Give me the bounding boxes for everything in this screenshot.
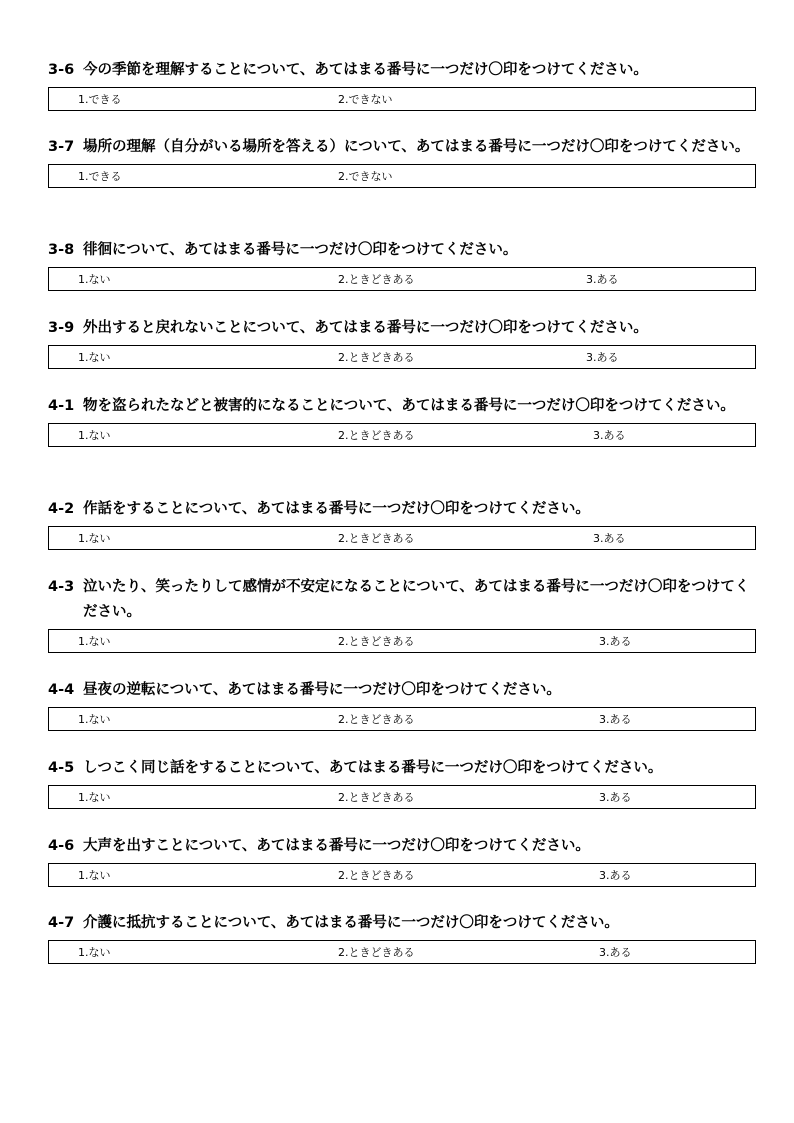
option-1[interactable]: 1.ない: [78, 869, 111, 882]
option-1[interactable]: 1.ない: [78, 713, 111, 726]
question-body: 徘徊について、あてはまる番号に一つだけ〇印をつけてください。: [83, 242, 518, 258]
option-1[interactable]: 1.ない: [78, 946, 111, 959]
question-text: [48, 497, 756, 522]
option-1[interactable]: 1.ない: [78, 532, 111, 545]
question-4-3: [48, 575, 756, 653]
option-3[interactable]: 3.ある: [599, 635, 632, 648]
question-4-6: [48, 834, 756, 887]
option-2[interactable]: 2.ときどきある: [338, 713, 415, 726]
question-4-2: [48, 497, 756, 550]
question-number: 3-7: [48, 139, 75, 155]
question-body: 今の季節を理解することについて、あてはまる番号に一つだけ〇印をつけてください。: [83, 62, 648, 78]
question-number: 3-8: [48, 242, 75, 258]
question-text: [48, 834, 756, 859]
option-3[interactable]: 3.ある: [593, 532, 626, 545]
question-number: 4-7: [48, 915, 75, 931]
question-number: 4-2: [48, 501, 75, 517]
option-2[interactable]: 2.できない: [338, 170, 393, 183]
question-text: [48, 911, 756, 936]
option-3[interactable]: 3.ある: [593, 429, 626, 442]
question-4-7: [48, 911, 756, 964]
option-2[interactable]: 2.ときどきある: [338, 351, 415, 364]
answer-box: [48, 345, 756, 369]
option-1[interactable]: 1.ない: [78, 273, 111, 286]
question-text: [48, 135, 756, 160]
answer-box: [48, 267, 756, 291]
option-1[interactable]: 1.ない: [78, 791, 111, 804]
answer-box: [48, 164, 756, 188]
question-body: 昼夜の逆転について、あてはまる番号に一つだけ〇印をつけてください。: [83, 682, 561, 698]
option-3[interactable]: 3.ある: [599, 946, 632, 959]
question-3-8: [48, 238, 756, 291]
option-3[interactable]: 3.ある: [586, 351, 619, 364]
question-text: [48, 238, 756, 263]
question-number: 4-3: [48, 579, 75, 595]
option-3[interactable]: 3.ある: [586, 273, 619, 286]
answer-box: [48, 526, 756, 550]
question-body: 作話をすることについて、あてはまる番号に一つだけ〇印をつけてください。: [83, 501, 590, 517]
question-3-9: [48, 316, 756, 369]
question-body: しつこく同じ話をすることについて、あてはまる番号に一つだけ〇印をつけてください。: [83, 760, 663, 776]
question-body: 外出すると戻れないことについて、あてはまる番号に一つだけ〇印をつけてください。: [83, 320, 648, 336]
option-1[interactable]: 1.できる: [78, 170, 122, 183]
option-2[interactable]: 2.ときどきある: [338, 532, 415, 545]
question-4-1: [48, 394, 756, 447]
option-1[interactable]: 1.ない: [78, 635, 111, 648]
question-number: 3-9: [48, 320, 75, 336]
answer-box: [48, 629, 756, 653]
question-number: 4-4: [48, 682, 75, 698]
answer-box: [48, 707, 756, 731]
option-3[interactable]: 3.ある: [599, 713, 632, 726]
option-1[interactable]: 1.できる: [78, 93, 122, 106]
question-number: 4-5: [48, 760, 75, 776]
answer-box: [48, 423, 756, 447]
option-1[interactable]: 1.ない: [78, 429, 111, 442]
answer-box: [48, 940, 756, 964]
answer-box: [48, 863, 756, 887]
question-text: [48, 316, 756, 341]
option-3[interactable]: 3.ある: [599, 791, 632, 804]
question-body: 介護に抵抗することについて、あてはまる番号に一つだけ〇印をつけてください。: [83, 915, 619, 931]
answer-box: [48, 87, 756, 111]
option-2[interactable]: 2.ときどきある: [338, 946, 415, 959]
question-body: 泣いたり、笑ったりして感情が不安定になることについて、あてはまる番号に一つだけ〇印をつけてください。: [83, 579, 750, 620]
option-3[interactable]: 3.ある: [599, 869, 632, 882]
option-1[interactable]: 1.ない: [78, 351, 111, 364]
question-number: 4-1: [48, 398, 75, 414]
question-4-5: [48, 756, 756, 809]
question-text: [48, 394, 756, 419]
question-body: 物を盗られたなどと被害的になることについて、あてはまる番号に一つだけ〇印をつけてください。: [83, 398, 735, 414]
question-text: [48, 678, 756, 703]
question-4-4: [48, 678, 756, 731]
option-2[interactable]: 2.ときどきある: [338, 635, 415, 648]
question-text: [48, 756, 756, 781]
option-2[interactable]: 2.ときどきある: [338, 791, 415, 804]
question-3-7: [48, 135, 756, 188]
question-number: 4-6: [48, 838, 75, 854]
question-text: [48, 575, 756, 625]
question-3-6: [48, 58, 756, 111]
question-body: 大声を出すことについて、あてはまる番号に一つだけ〇印をつけてください。: [83, 838, 590, 854]
option-2[interactable]: 2.ときどきある: [338, 869, 415, 882]
question-number: 3-6: [48, 62, 75, 78]
question-body: 場所の理解（自分がいる場所を答える）について、あてはまる番号に一つだけ〇印をつけてください。: [83, 139, 750, 155]
option-2[interactable]: 2.ときどきある: [338, 429, 415, 442]
option-2[interactable]: 2.できない: [338, 93, 393, 106]
answer-box: [48, 785, 756, 809]
question-text: [48, 58, 756, 83]
option-2[interactable]: 2.ときどきある: [338, 273, 415, 286]
